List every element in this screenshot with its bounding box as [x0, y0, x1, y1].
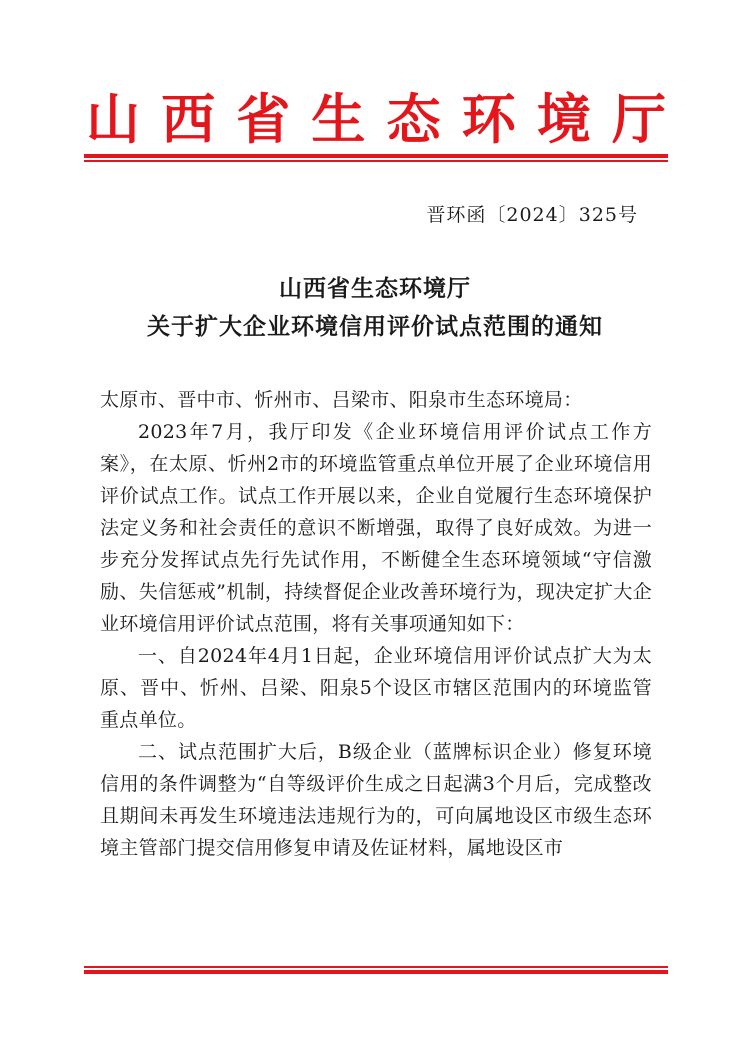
title-line-1: 山西省生态环境厅 — [279, 275, 471, 302]
document-body — [100, 384, 652, 864]
paragraph-item-1: 一、自2024年4月1日起，企业环境信用评价试点扩大为太原、晋中、忻州、吕梁、阳泉5个设区市辖区范围内的环境监管重点单位。 — [100, 645, 652, 731]
footer-rule-thin — [84, 966, 668, 968]
issuer-header: 山西省生态环境厅 — [86, 87, 666, 151]
header-rule-thin — [84, 160, 668, 162]
footer-rule-thick — [84, 970, 668, 974]
paragraph-intro: 2023年7月，我厅印发《企业环境信用评价试点工作方案》，在太原、忻州2市的环境监管重点单位开展了企业环境信用评价试点工作。试点工作开展以来，企业自觉履行生态环境保护法定义务和社会责任的意识不断增强，取得了良好成效。为进一步充分发挥试点先行先试作用，不断健全生态环境领域“守信激励、失信惩戒”机制，持续督促企业改善环境行为，现决定扩大企业环境信用评价试点范围，将有关事项通知如下： — [100, 421, 652, 635]
salutation: 太原市、晋中市、忻州市、吕梁市、阳泉市生态环境局： — [100, 389, 583, 411]
header-rule-thick — [84, 154, 668, 158]
document-number: 晋环函〔2024〕325号 — [426, 204, 638, 226]
paragraph-item-2: 二、试点范围扩大后，B级企业（蓝牌标识企业）修复环境信用的条件调整为“自等级评价生成之日起满3个月后，完成整改且期间未再发生环境违法违规行为的，可向属地设区市级生态环境主管部门提交信用修复申请及佐证材料，属地设区市 — [100, 741, 652, 859]
title-line-2: 关于扩大企业环境信用评价试点范围的通知 — [147, 313, 603, 340]
